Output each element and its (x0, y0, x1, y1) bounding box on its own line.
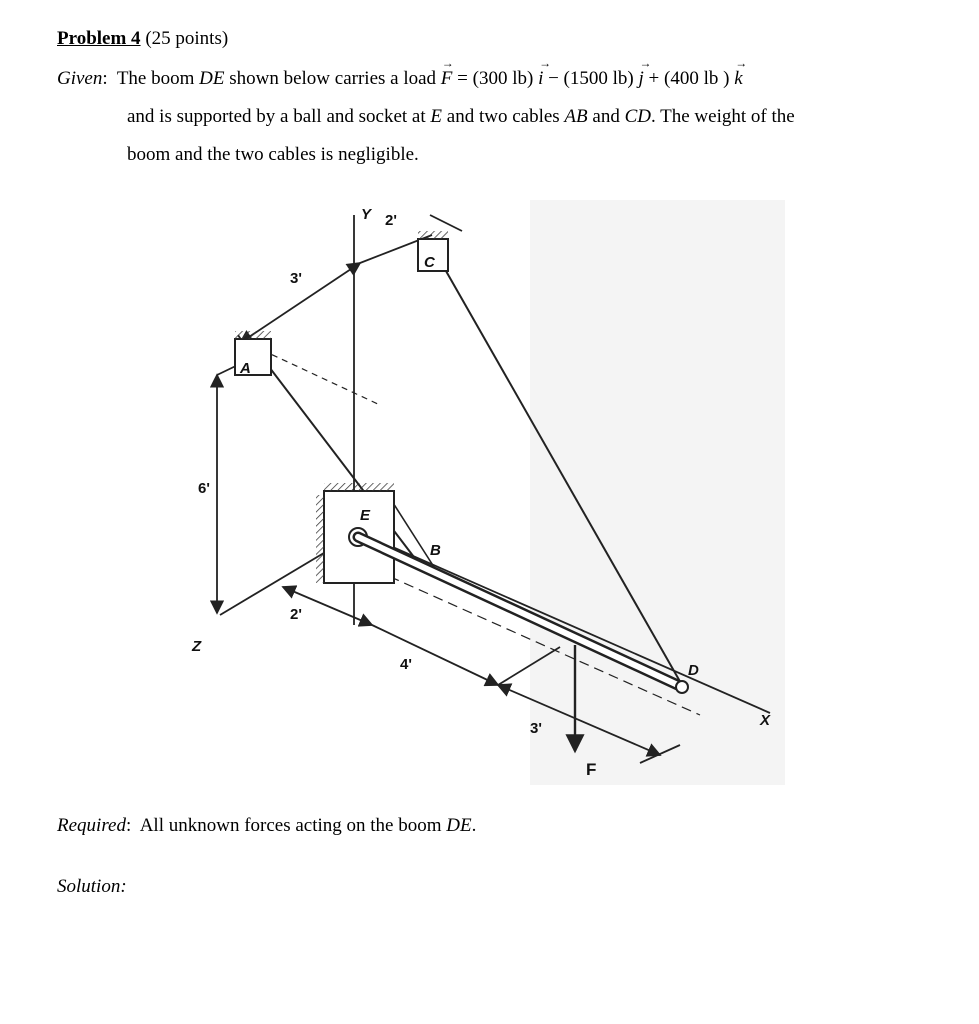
point-e-ref: E (430, 106, 443, 127)
given-text: and (592, 106, 620, 127)
problem-heading: Problem 4 (57, 28, 141, 49)
given-text: and is supported by a ball and socket at (127, 106, 426, 127)
given-text: and two cables (446, 106, 560, 127)
problem-points: (25 points) (145, 28, 229, 49)
cable-cd-ref: CD (624, 106, 651, 127)
required-text: All unknown forces acting on the boom (139, 815, 442, 836)
boom-name: DE (199, 68, 225, 89)
force-expression: − (1500 lb) (543, 68, 634, 89)
dim-line-4ft (372, 625, 498, 685)
point-e-label: E (360, 507, 371, 524)
point-b-label: B (430, 542, 441, 559)
given-text: shown below carries a load (229, 68, 437, 89)
given-label: Given (57, 68, 103, 89)
unit-vector-k: → k (734, 68, 742, 91)
force-expression: + (400 lb ) (643, 68, 730, 89)
required-text: . (471, 815, 477, 836)
problem-title (57, 28, 228, 51)
projection-dashed (262, 350, 380, 405)
x-axis-label: X (760, 712, 771, 729)
given-text: boom and the two cables is negligible. (127, 144, 419, 165)
background-panel (530, 200, 785, 785)
dim-3ft-base-label: 3' (530, 720, 542, 737)
boom-name: DE (446, 815, 472, 836)
dim-3ft-top-label: 3' (290, 270, 302, 287)
unit-vector-i: → i (538, 68, 543, 91)
dim-6ft-label: 6' (198, 480, 210, 497)
y-axis-label: Y (361, 206, 372, 223)
dim-tick (430, 215, 462, 231)
unit-vector-j: → j (639, 68, 644, 91)
z-axis-label: Z (192, 638, 202, 655)
dim-2ft-top-label: 2' (385, 212, 397, 229)
given-line-2 (127, 106, 795, 129)
required-line: Required: All unknown forces acting on the boom DE. (57, 815, 477, 836)
dim-4ft-label: 4' (400, 656, 412, 673)
force-expression: = (300 lb) (452, 68, 534, 89)
given-text: . The weight of the (650, 106, 795, 127)
given-line-3 (127, 144, 419, 167)
point-d-label: D (688, 662, 699, 679)
point-c-label: C (424, 254, 435, 271)
force-vector-symbol: → F (441, 68, 453, 91)
required-label: Required (57, 815, 126, 836)
given-line-1: Given: The boom DE shown below carries a load → F = (300 lb) → i − (1500 lb) → j + (400 lb ) → k (57, 68, 743, 91)
point-a-label: A (240, 360, 251, 377)
dim-2ft-base-label: 2' (290, 606, 302, 623)
solution-label: Solution: (57, 876, 127, 897)
given-text: The boom (116, 68, 195, 89)
boom-diagram (180, 195, 790, 790)
force-label: F (586, 760, 597, 779)
cable-ab-ref: AB (564, 106, 588, 127)
